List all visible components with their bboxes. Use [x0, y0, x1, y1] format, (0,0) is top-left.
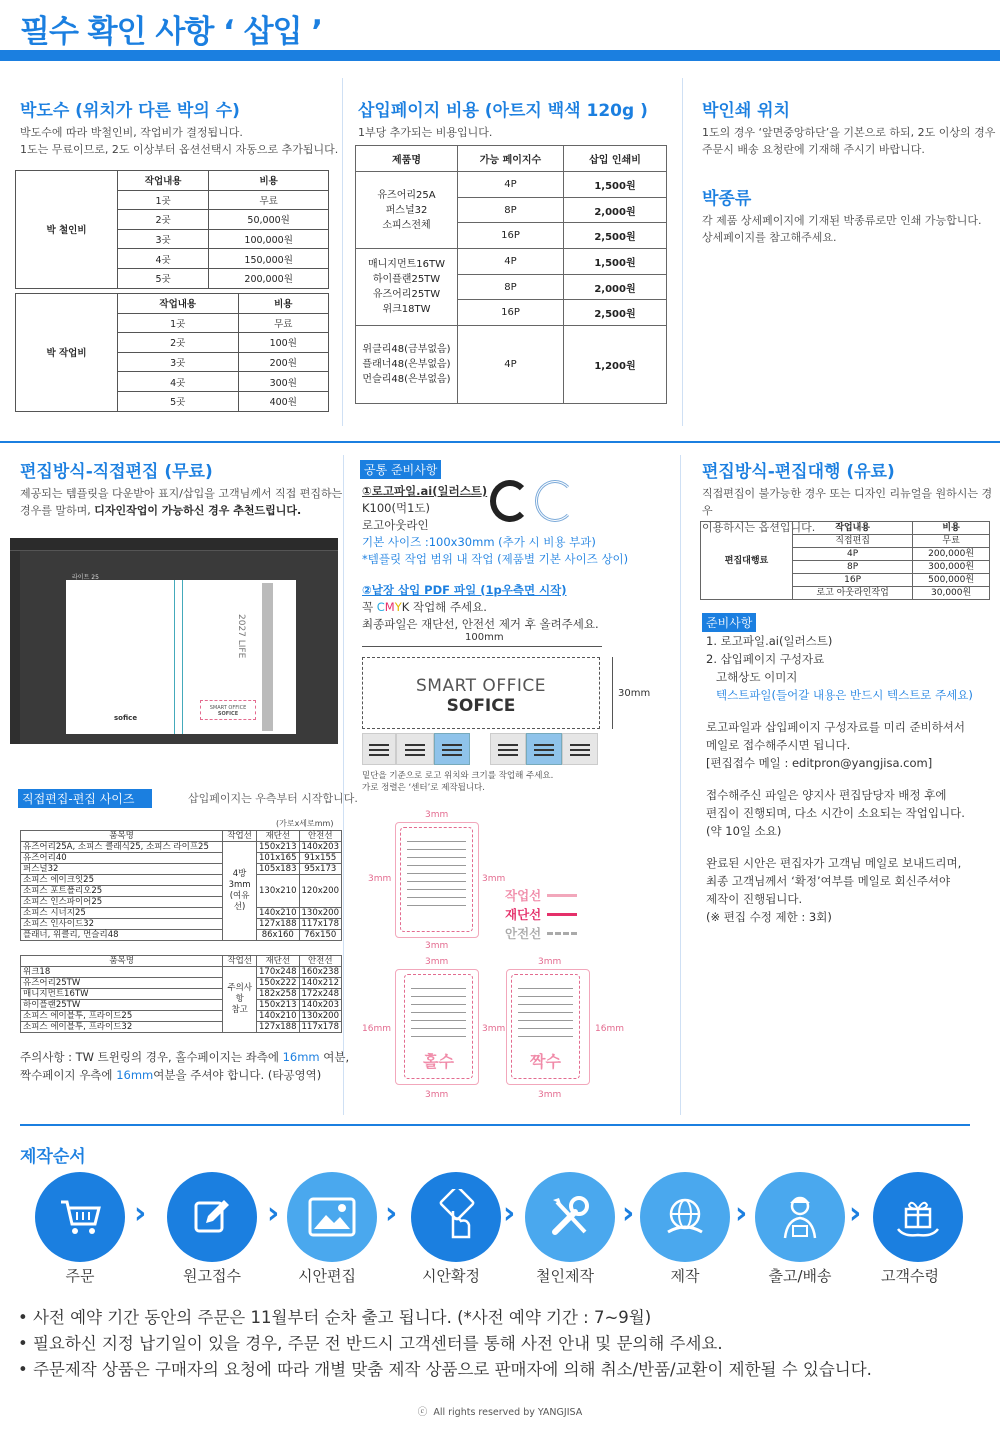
align-center-icon	[396, 733, 434, 765]
table-row: 4P 200,000원	[701, 548, 990, 561]
table-row: 4곳 300원	[16, 372, 329, 392]
divider	[680, 455, 681, 1115]
copyright-icon: ⓒ	[417, 1407, 428, 1418]
table-row: 3곳 100,000원	[16, 229, 329, 249]
table-row: 소피스 에이블투, 프라이드25 140x210 130x200	[21, 1011, 342, 1022]
twin-ring-note: 주의사항 : TW 트윈링의 경우, 홀수페이지는 좌측에 16mm 여분, 짝수페이지 우측에 16mm여분을 주셔야 합니다. (타공영역)	[20, 1050, 350, 1082]
tools-icon	[545, 1192, 595, 1242]
page-diagram	[395, 822, 479, 938]
step-label: 고객수령	[881, 1267, 939, 1285]
margin-label-top: 3mm	[538, 957, 562, 967]
table-row: 소피스 인사이드32 127x188 117x178	[21, 919, 342, 930]
step-delivery	[755, 1172, 845, 1262]
table-row: 2곳 100원	[16, 333, 329, 353]
table-row: 유즈어리40 101x165 91x155	[21, 853, 342, 864]
margin-label-bottom: 3mm	[425, 1090, 449, 1100]
page-title: 필수 확인 사항 ‘ 삽입 ’	[20, 14, 323, 50]
table-row: 1곳 무료	[16, 313, 329, 333]
step-label: 제작	[670, 1267, 700, 1285]
table-row: 유즈어리25A, 소피스 클래식25, 소피스 라이프25 4방 3mm (여유선) 150x213 140x203	[21, 842, 342, 853]
table-row: 유즈어리25A 퍼스널32 소피스전체 4P 1,500원	[356, 172, 667, 198]
title-bar	[0, 50, 1000, 61]
table-row: 8P 300,000원	[701, 561, 990, 574]
c-outline-icon	[535, 480, 575, 522]
table-row: 3곳 200원	[16, 352, 329, 372]
chevron-right-icon: ›	[134, 1196, 147, 1231]
table-row: 소피스 시너지25 140x210 130x200	[21, 908, 342, 919]
globe-icon	[660, 1192, 710, 1242]
margin-label-top: 3mm	[425, 957, 449, 967]
foil-work-fee-table: 박 작업비 작업내용 비용 1곳 무료 2곳 100원 3곳 200원 4곳 300원 5곳 400원	[15, 293, 329, 412]
divider	[342, 78, 343, 426]
size-note: 삽입페이지는 우측부터 시작합니다.	[188, 792, 358, 805]
margin-label-mid: 3mm	[482, 1024, 506, 1034]
align-center-selected-icon	[434, 733, 470, 765]
table-row: 소피스 에이블투, 프라이드32 127x188 117x178	[21, 1022, 342, 1033]
section-title: 박종류	[702, 189, 752, 209]
section-title: 편집방식-직접편집 (무료)	[20, 462, 213, 482]
align-justify-icon	[490, 733, 526, 765]
table-row: 위크18 주의사항 참고 170x248 160x238	[21, 967, 342, 978]
table-row: 소피스 에이크잇25 130x210 120x200	[21, 875, 342, 886]
section-desc: 1부당 추가되는 비용입니다.	[358, 126, 493, 139]
table-row: 유즈어리25TW 150x222 140x212	[21, 978, 342, 989]
section-desc: 1도의 경우 ‘앞면중앙하단’을 기본으로 하되, 2도 이상의 경우 주문시 배송 요청란에 기재해 주시기 바랍니다.	[702, 126, 996, 156]
line-legend: 작업선 재단선 안전선	[505, 886, 577, 943]
odd-page-diagram: 홀수	[395, 969, 479, 1085]
template-year: 2027 LIFE	[236, 614, 246, 659]
table-row: 16P 2,500원	[356, 300, 667, 326]
chevron-right-icon: ›	[385, 1196, 398, 1231]
step-label: 시안확정	[422, 1267, 480, 1285]
step-cart	[35, 1172, 125, 1262]
pdf-file-info: ②낱장 삽입 PDF 파일 (1p우측면 시작) 꼭 CMYK 작업해 주세요. 최종파일은 재단선, 안전선 제거 후 올려주세요.	[362, 583, 599, 631]
table-row: 5곳 200,000원	[16, 268, 329, 288]
logo-file-info: ①로고파일.ai(일러스트) K100(먹1도) 로고아웃라인 기본 사이즈 :100x30mm (추가 시 비용 부과) *템플릿 작업 범위 내 작업 (제품별 기본 사이즈 상이)	[362, 484, 629, 566]
height-arrow	[612, 657, 613, 729]
process-title: 제작순서	[20, 1147, 86, 1167]
section-title: 박도수 (위치가 다른 박의 수)	[20, 101, 240, 121]
list-item: • 사전 예약 기간 동안의 주문은 11월부터 순차 출고 됩니다. (*사전 예약 기간 : 7~9월)	[18, 1308, 652, 1327]
margin-label-top: 3mm	[425, 810, 449, 820]
step-tools	[525, 1172, 615, 1262]
table-row: 8P 2,000원	[356, 274, 667, 300]
divider	[20, 1124, 970, 1126]
step-gift	[873, 1172, 963, 1262]
table-row: 매니지먼트16TW 하이플랜25TW 유즈어리25TW 위크18TW 4P 1,500원	[356, 249, 667, 275]
notes-list	[18, 1305, 988, 1383]
divider	[343, 455, 344, 1115]
prep-list: 1. 로고파일.ai(일러스트) 2. 삽입페이지 구성자료 고해상도 이미지 텍스트파일(들어갈 내용은 반드시 텍스트로 주세요) 로고파일과 삽입페이지 구성자료를 미리 준비하셔서 메일로 접수해주시면 됩니다. [편집접수 메일 : editpron@yangjisa.com] 접수해주신 파일은 양지사 편집담당자 배정 후에 편집이 진행되며, 다소 시간이 소요되는 작업입니다. (약 10일 소요) 완료된 시안은 편집자가 고객님 메일로 보내드리며, 최종 고객님께서 ‘확정’여부를 메일로 회신주셔야 제작이 진행됩니다. (※ 편집 수정 제한 : 3회)	[706, 634, 973, 924]
chevron-right-icon: ›	[267, 1196, 280, 1231]
table-row: 퍼스널32 105x183 95x173	[21, 864, 342, 875]
step-label: 주문	[65, 1267, 95, 1285]
table-row: 하이플랜25TW 150x213 140x203	[21, 1000, 342, 1011]
insert-page-cost-table: 제품명 가능 페이지수 삽입 인쇄비 유즈어리25A 퍼스널32 소피스전체 4P 1,500원 8P 2,000원 16P 2,500원 매니지먼트16TW 하이플랜25TW 유즈어리25TW 위크18TW 4P 1,500원 8P 2,000원 16P 2,500원 위클리48(금부없음) 플래너48(은부없음) 먼슬리48(은부없음) 4P 1,200원	[355, 145, 667, 404]
margin-label-right: 16mm	[595, 1024, 624, 1034]
logo-area-box: SMART OFFICE SOFICE	[362, 657, 600, 729]
align-justify-selected-icon	[526, 733, 562, 765]
table-row: 8P 2,000원	[356, 197, 667, 223]
table-row: 1곳 무료	[16, 190, 329, 210]
section-title: 편집방식-편집대행 (유료)	[702, 462, 895, 482]
tap-icon	[431, 1189, 481, 1245]
template-brand: sofice	[114, 714, 138, 722]
align-buttons	[362, 733, 602, 765]
table-row: 로고 아웃라인작업 30,000원	[701, 587, 990, 600]
table-row: 매니지먼트16TW 182x258 172x248	[21, 989, 342, 1000]
size-table-2: 품목명 작업선 재단선 안전선 위크18 주의사항 참고 170x248 160x238 유즈어리25TW 150x222 140x212 매니지먼트16TW 182x258 172x248 하이플랜25TW 150x213 140x203 소피스 에이블투, 프라이드25 140x210 130x200 소피스 에이블투, 프라이드32 127x188 117x178	[20, 955, 342, 1033]
margin-label-right: 3mm	[482, 874, 506, 884]
table-row: 16P 2,500원	[356, 223, 667, 249]
step-edit	[167, 1172, 257, 1262]
size-table-1: 품목명 작업선 재단선 안전선 유즈어리25A, 소피스 클래식25, 소피스 라이프25 4방 3mm (여유선) 150x213 140x203 유즈어리40 101x165 91x155 퍼스널32 105x183 95x173 소피스 에이크잇25 130x210 120x200 소피스 포트폴리오25 소피스 인스파이어25 소피스 시너지25 140x210 130x200 소피스 인사이드32 127x188 117x178 플래너, 위클리, 먼슬리48 86x160 76x150	[20, 830, 342, 941]
height-label: 30mm	[618, 688, 651, 699]
step-label: 시안편집	[298, 1267, 356, 1285]
chevron-right-icon: ›	[735, 1196, 748, 1231]
table-row: 16P 500,000원	[701, 574, 990, 587]
section-desc: 제공되는 템플릿을 다운받아 표지/삽입을 고객님께서 직접 편집하는 경우를 말하며, 디자인작업이 가능하신 경우 추천드립니다.	[20, 487, 343, 517]
list-item: • 필요하신 지정 납기일이 있을 경우, 주문 전 반드시 고객센터를 통해 사전 안내 및 문의해 주세요.	[18, 1334, 723, 1353]
width-arrow	[362, 646, 602, 647]
table-row: 소피스 인스파이어25	[21, 897, 342, 908]
margin-label-bottom: 3mm	[425, 941, 449, 951]
step-tap	[411, 1172, 501, 1262]
step-label: 철인제작	[536, 1267, 594, 1285]
margin-label-left: 16mm	[362, 1024, 391, 1034]
step-globe	[640, 1172, 730, 1262]
align-left-icon	[362, 733, 396, 765]
size-tag: 직접편집-편집 사이즈	[18, 789, 152, 808]
even-page-diagram: 짝수	[506, 969, 590, 1085]
section-desc: 박도수에 따라 박철인비, 작업비가 결정됩니다. 1도는 무료이므로, 2도 이상부터 옵션선택시 자동으로 추가됩니다.	[20, 126, 339, 156]
delivery-icon	[775, 1190, 825, 1244]
table-row: 5곳 400원	[16, 391, 329, 411]
section-title: 삽입페이지 비용 (아트지 백색 120g )	[358, 101, 648, 121]
common-prep-tag: 공통 준비사항	[360, 460, 441, 479]
gift-icon	[892, 1191, 944, 1243]
table-row: 플래너, 위클리, 먼슬리48 86x160 76x150	[21, 930, 342, 941]
divider	[0, 441, 1000, 443]
step-label: 원고접수	[183, 1267, 241, 1285]
margin-label-left: 3mm	[368, 874, 392, 884]
step-label: 출고/배송	[768, 1267, 832, 1285]
table-row: 2곳 50,000원	[16, 210, 329, 230]
section-desc: 직접편집이 불가능한 경우 또는 디자인 리뉴얼을 원하시는 경우 이용하시는 옵션입니다.	[702, 487, 993, 534]
table-row: 직접편집 무료	[701, 535, 990, 548]
step-image	[287, 1172, 377, 1262]
c-solid-icon	[490, 480, 530, 522]
table-row: 위클리48(금부없음) 플래너48(은부없음) 먼슬리48(은부없음) 4P 1,200원	[356, 326, 667, 404]
edit-icon	[188, 1193, 236, 1241]
cart-icon	[55, 1192, 105, 1242]
footer: ⓒ All rights reserved by YANGJISA	[417, 1407, 583, 1418]
edit-service-fee-table: 편집대행료 작업내용 비용 직접편집 무료 4P 200,000원 8P 300,000원 16P 500,000원 로고 아웃라인작업 30,000원	[700, 521, 990, 600]
margin-label-bottom: 3mm	[538, 1090, 562, 1100]
table-row: 소피스 포트폴리오25	[21, 886, 342, 897]
image-icon	[306, 1195, 358, 1239]
align-note: 밑단을 기준으로 로고 위치와 크기를 작업해 주세요. 가로 정렬은 ‘센터’로 제작됩니다.	[362, 771, 554, 793]
divider	[682, 78, 683, 426]
table-row: 4곳 150,000원	[16, 249, 329, 269]
foil-print-fee-table: 박 철인비 작업내용 비용 1곳 무료 2곳 50,000원 3곳 100,000원 4곳 150,000원 5곳 200,000원	[15, 170, 329, 289]
chevron-right-icon: ›	[503, 1196, 516, 1231]
list-item: • 주문제작 상품은 구매자의 요청에 따라 개별 맞춤 제작 상품으로 판매자에 의해 취소/반품/교환이 제한될 수 있습니다.	[18, 1360, 872, 1379]
unit-label: (가로x세로mm)	[276, 819, 334, 828]
section-title: 박인쇄 위치	[702, 101, 791, 121]
width-label: 100mm	[465, 632, 504, 643]
align-right-icon	[562, 733, 598, 765]
prep-tag: 준비사항	[702, 613, 756, 632]
editor-screenshot: 라이트 25 2027 LIFE sofice SMART OFFICE SOFICE	[10, 538, 338, 744]
template-label: 라이트 25	[72, 574, 99, 581]
chevron-right-icon: ›	[849, 1196, 862, 1231]
section-desc: 각 제품 상세페이지에 기재된 박종류로만 인쇄 가능합니다. 상세페이지를 참고해주세요.	[702, 214, 982, 244]
chevron-right-icon: ›	[622, 1196, 635, 1231]
